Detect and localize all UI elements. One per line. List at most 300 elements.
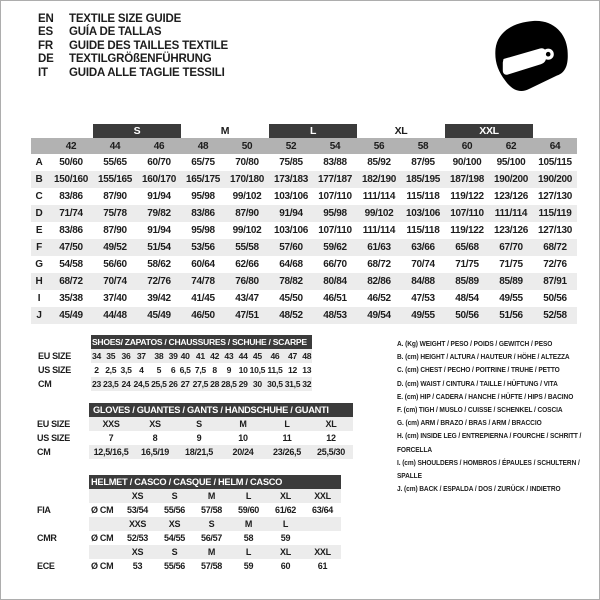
value-cell: 37/40 (103, 293, 127, 304)
value-cell: 79/82 (137, 205, 181, 222)
size-group-l: L (269, 124, 357, 138)
value-cell: 23,5 (102, 379, 119, 389)
value-cell: 61/62 (274, 505, 297, 515)
textile-size-table (31, 124, 577, 324)
shoes-table-title: SHOES/ ZAPATOS / CHAUSSURES / SCHUHE / SCARPE (91, 335, 312, 349)
helmet-size-table (37, 475, 341, 573)
legend-item: C. (cm) CHEST / PECHO / POITRINE / TRUHE / PETTO (397, 365, 560, 375)
value-cell: 72/76 (137, 273, 181, 290)
value-cell: 105/115 (538, 157, 572, 168)
value-cell: 4 (139, 365, 144, 375)
value-cell: 42 (210, 351, 220, 361)
value-cell: 57/60 (269, 239, 313, 256)
value-cell: 150/160 (49, 171, 93, 188)
value-cell: 25,5 (151, 379, 167, 389)
value-cell: 5 (156, 365, 162, 375)
value-cell: 55/56 (163, 561, 186, 571)
value-cell: 11,5 (267, 365, 283, 375)
value-cell: 127/130 (537, 191, 573, 202)
legend-item: H. (cm) INSIDE LEG / ENTREPIERNA / FOURCHE / SCHRITT / FORCELLA (397, 431, 582, 454)
measurement-row (31, 256, 577, 273)
row-label-cell: US SIZE (37, 363, 91, 377)
value-cell: 51/56 (489, 307, 533, 324)
value-cell: 57/58 (200, 561, 223, 571)
value-cell: 70/80 (235, 157, 259, 168)
row-label-cell: EU SIZE (37, 417, 89, 431)
value-cell: 63/66 (401, 239, 445, 256)
value-cell: 27,5 (192, 379, 209, 389)
numeric-size-cell: 46 (137, 138, 181, 154)
value-cell: M (193, 489, 230, 503)
value-cell: 28,5 (221, 379, 237, 389)
value-cell: 3,5 (120, 365, 132, 375)
value-cell: 48 (302, 351, 312, 361)
size-group-xxl: XXL (445, 124, 533, 138)
row-letter-cell: J (31, 307, 49, 324)
value-cell: M (193, 545, 230, 559)
value-cell: 48/52 (269, 307, 313, 324)
value-cell: 54/58 (59, 259, 83, 270)
value-cell: 60 (280, 561, 291, 571)
row-label-cell: ECE (37, 559, 89, 573)
value-cell: 71/75 (499, 259, 523, 270)
value-cell: 41/45 (191, 293, 215, 304)
value-cell: 82/86 (357, 273, 401, 290)
language-row (38, 13, 228, 26)
value-cell: 36 (120, 349, 133, 363)
language-title: GUIDA ALLE TAGLIE TESSILI (69, 66, 225, 79)
value-cell: 35/38 (59, 293, 83, 304)
value-cell: XL (309, 417, 353, 431)
value-cell: 68/72 (533, 239, 577, 256)
table-row (37, 489, 341, 503)
value-cell: 2,5 (105, 365, 117, 375)
value-cell: 119/122 (450, 191, 484, 202)
value-cell: 30,5 (267, 379, 283, 389)
row-label-cell (37, 517, 89, 531)
value-cell: 7,5 (194, 365, 206, 375)
value-cell: 107/110 (318, 225, 352, 236)
value-cell: 66/70 (323, 259, 347, 270)
table-row (37, 517, 341, 531)
value-cell: 28 (210, 379, 220, 389)
language-title: TEXTILGRÖßENFÜHRUNG (69, 53, 212, 66)
value-cell: 61 (317, 561, 328, 571)
value-cell: 87/90 (103, 225, 127, 236)
value-cell: 62/66 (235, 259, 259, 270)
value-cell: 75/78 (93, 205, 137, 222)
value-cell: 72/76 (543, 259, 567, 270)
value-cell: 20/24 (221, 445, 265, 459)
value-cell: 51/54 (137, 239, 181, 256)
value-cell: 44/48 (93, 307, 137, 324)
value-cell: 83/88 (323, 157, 347, 168)
table-row (37, 377, 312, 391)
value-cell: XL (267, 489, 304, 503)
value-cell: 43 (220, 349, 238, 363)
value-cell: 52/58 (533, 307, 577, 324)
value-cell: 65/68 (445, 239, 489, 256)
value-cell: 34 (92, 351, 101, 361)
value-cell: 95/98 (191, 225, 215, 236)
language-code: DE (38, 53, 54, 66)
table-row (37, 431, 353, 445)
row-label-cell: CM (37, 377, 91, 391)
gloves-size-section (37, 403, 353, 459)
value-cell: XXL (304, 489, 341, 503)
value-cell: 115/119 (533, 205, 577, 222)
value-cell: 23/26,5 (265, 445, 309, 459)
value-cell: 91/94 (147, 225, 171, 236)
value-cell: 10 (238, 365, 248, 375)
table-row (37, 363, 312, 377)
language-code: ES (38, 26, 53, 39)
language-title: GUÍA DE TALLAS (69, 26, 162, 39)
value-cell: 85/92 (367, 157, 391, 168)
value-cell: 18/21,5 (177, 445, 221, 459)
value-cell: 43/47 (235, 293, 259, 304)
value-cell: 12 (287, 365, 297, 375)
value-cell: 24 (120, 377, 133, 391)
value-cell: 190/200 (533, 171, 577, 188)
value-cell: S (156, 489, 193, 503)
value-cell: 53/54 (126, 505, 149, 515)
value-cell: 99/102 (357, 205, 401, 222)
value-cell: 170/180 (225, 171, 269, 188)
table-row (37, 417, 353, 431)
value-cell: 25,5/30 (309, 445, 353, 459)
value-cell: 78/82 (269, 273, 313, 290)
value-cell: 187/198 (445, 171, 489, 188)
value-cell: 65/75 (191, 157, 215, 168)
value-cell: 60/70 (147, 157, 171, 168)
value-cell: 71/75 (455, 259, 479, 270)
value-cell: 123/126 (493, 191, 529, 202)
value-cell: 165/175 (181, 171, 225, 188)
row-letter-cell: A (35, 157, 43, 168)
value-cell: XS (119, 489, 156, 503)
value-cell: 46 (266, 349, 284, 363)
value-cell: M (230, 517, 267, 531)
value-cell: 95/98 (313, 205, 357, 222)
value-cell: Ø CM (91, 533, 114, 543)
value-cell: 63/64 (311, 505, 334, 515)
measurement-row (31, 239, 577, 256)
value-cell: 45/49 (49, 307, 93, 324)
measurement-row (31, 290, 577, 307)
row-letter-cell: F (31, 239, 49, 256)
row-label-cell: FIA (37, 503, 89, 517)
value-cell: 47/51 (225, 307, 269, 324)
corner-cell (31, 138, 49, 154)
value-cell (304, 531, 341, 545)
value-cell: 107/110 (445, 205, 489, 222)
language-title: TEXTILE SIZE GUIDE (69, 13, 182, 25)
value-cell: 87/90 (225, 205, 269, 222)
value-cell: 9 (196, 433, 202, 443)
size-group-xl: XL (394, 125, 408, 137)
value-cell: 85/89 (445, 273, 489, 290)
value-cell: 49/52 (93, 239, 137, 256)
value-cell: 55/65 (103, 157, 127, 168)
value-cell: 56/60 (103, 259, 127, 270)
gloves-size-table (37, 403, 353, 459)
value-cell: Ø CM (91, 561, 114, 571)
value-cell: 26 (168, 379, 178, 389)
value-cell: 83/86 (59, 225, 83, 236)
value-cell: 49/55 (499, 293, 523, 304)
value-cell: 74/78 (181, 273, 225, 290)
value-cell: 48/54 (455, 293, 479, 304)
value-cell: 59/62 (313, 239, 357, 256)
helmet-size-section (37, 475, 341, 573)
shoes-size-table (37, 335, 312, 391)
value-cell: 155/165 (93, 171, 137, 188)
value-cell: 87/90 (103, 191, 127, 202)
numeric-size-cell: 64 (533, 138, 577, 154)
language-row (38, 26, 228, 39)
legend-item: D. (cm) WAIST / CINTURA / TAILLE / HÜFTUNG / VITA (397, 378, 558, 388)
helmet-icon (491, 15, 571, 97)
value-cell: 91/94 (269, 205, 313, 222)
value-cell: 13 (302, 365, 312, 375)
legend-item: B. (cm) HEIGHT / ALTURA / HAUTEUR / HÖHE / ALTEZZA (397, 352, 570, 362)
numeric-size-cell: 62 (489, 138, 533, 154)
row-letter-cell: I (37, 293, 41, 304)
value-cell: 46/50 (181, 307, 225, 324)
value-cell: 54/55 (163, 533, 186, 543)
value-cell: M (221, 417, 265, 431)
value-cell: 99/102 (232, 225, 262, 236)
measurement-row (31, 154, 577, 171)
value-cell: 59 (243, 561, 254, 571)
size-group-m: M (220, 125, 230, 137)
row-label-cell (37, 545, 89, 559)
language-row (38, 40, 228, 53)
value-cell: 49/55 (401, 307, 445, 324)
value-cell: 103/106 (273, 225, 309, 236)
table-row (37, 559, 341, 573)
value-cell: 49/54 (357, 307, 401, 324)
row-letter-cell: D (31, 205, 49, 222)
value-cell: 50/60 (59, 157, 83, 168)
value-cell: 67/70 (489, 239, 533, 256)
value-cell: 12 (326, 433, 336, 443)
row-label-cell (37, 475, 89, 489)
table-row (37, 503, 341, 517)
value-cell: 185/195 (401, 171, 445, 188)
value-cell: 83/86 (181, 205, 225, 222)
value-cell: 115/118 (406, 225, 440, 236)
value-cell: 76/80 (225, 273, 269, 290)
value-cell: 127/130 (537, 225, 573, 236)
value-cell: 53/56 (181, 239, 225, 256)
value-cell: XXS (119, 517, 156, 531)
value-cell: 46/51 (323, 293, 347, 304)
value-cell: 38 (150, 349, 168, 363)
row-label-cell (37, 403, 89, 417)
language-title-list (38, 13, 228, 80)
row-letter-cell: C (35, 191, 43, 202)
value-cell: 95/100 (496, 157, 526, 168)
value-cell: 123/126 (493, 225, 529, 236)
row-label-cell: CM (37, 445, 89, 459)
value-cell: 60/64 (191, 259, 215, 270)
numeric-size-cell: 56 (357, 138, 401, 154)
value-cell: 7 (108, 433, 114, 443)
value-cell: L (230, 545, 267, 559)
value-cell: 70/74 (411, 259, 435, 270)
value-cell: XXL (304, 545, 341, 559)
value-cell: 91/94 (147, 191, 171, 202)
value-cell: 182/190 (357, 171, 401, 188)
value-cell: 103/106 (273, 191, 309, 202)
value-cell: 99/102 (232, 191, 262, 202)
value-cell: 40 (179, 349, 192, 363)
value-cell: 35 (102, 349, 120, 363)
row-label-cell: US SIZE (37, 431, 89, 445)
value-cell: 59/60 (237, 505, 260, 515)
language-code: IT (38, 66, 48, 79)
language-code: EN (38, 13, 54, 25)
value-cell: 58/62 (147, 259, 171, 270)
value-cell: 84/88 (401, 273, 445, 290)
table-row (37, 445, 353, 459)
row-label-cell (37, 489, 89, 503)
row-label-cell: CMR (37, 531, 89, 545)
measurement-row (31, 171, 577, 188)
measurement-legend (397, 337, 593, 495)
numeric-size-cell: 42 (49, 138, 93, 154)
value-cell (89, 517, 119, 531)
value-cell: 47/50 (49, 239, 93, 256)
numeric-size-cell: 44 (93, 138, 137, 154)
language-title: GUIDE DES TAILLES TEXTILE (69, 39, 228, 52)
value-cell: 45/50 (279, 293, 303, 304)
measurement-row (31, 273, 577, 290)
value-cell: 111/114 (362, 191, 396, 202)
value-cell: Ø CM (91, 505, 114, 515)
value-cell: 10 (238, 433, 248, 443)
value-cell (89, 545, 119, 559)
value-cell: 70/74 (93, 273, 137, 290)
value-cell: 6 (170, 365, 176, 375)
value-cell: 68/72 (367, 259, 391, 270)
value-cell: 83/86 (59, 191, 83, 202)
shoes-size-section (37, 335, 312, 391)
value-cell: 2 (94, 365, 99, 375)
helmet-table-title: HELMET / CASCO / CASQUE / HELM / CASCO (89, 475, 341, 489)
measurement-row (31, 222, 577, 239)
table-row (37, 545, 341, 559)
row-letter-cell: G (35, 259, 43, 270)
value-cell: 9 (226, 365, 232, 375)
table-row (37, 531, 341, 545)
legend-item: F. (cm) TIGH / MUSLO / CUISSE / SCHENKEL / COSCIA (397, 405, 563, 415)
value-cell: 57/58 (200, 505, 223, 515)
value-cell: 47/53 (411, 293, 435, 304)
value-cell: 41 (192, 349, 210, 363)
measurement-row (31, 205, 577, 222)
numeric-size-cell: 60 (445, 138, 489, 154)
numeric-size-cell: 48 (181, 138, 225, 154)
legend-item: G. (cm) ARM / BRAZO / BRAS / ARM / BRACCIO (397, 418, 542, 428)
value-cell: 115/118 (406, 191, 440, 202)
value-cell: 87/95 (411, 157, 435, 168)
value-cell: 52/53 (126, 533, 149, 543)
value-cell: 55/56 (163, 505, 186, 515)
value-cell: 45/49 (137, 307, 181, 324)
value-cell: 87/91 (533, 273, 577, 290)
value-cell: 8 (152, 433, 158, 443)
value-cell: 48/53 (313, 307, 357, 324)
legend-item: J. (cm) BACK / ESPALDA / DOS / ZURÜCK / INDIETRO (397, 484, 561, 494)
value-cell: 30 (249, 377, 267, 391)
row-label-cell (37, 335, 91, 349)
value-cell: 32 (302, 379, 312, 389)
value-cell: 111/114 (489, 205, 533, 222)
value-cell: 6,5 (179, 365, 191, 375)
value-cell: 56/57 (200, 533, 223, 543)
value-cell (304, 517, 341, 531)
value-cell: 90/100 (452, 157, 482, 168)
value-cell: 47 (284, 349, 302, 363)
value-cell: 190/200 (489, 171, 533, 188)
value-cell: 53 (132, 561, 143, 571)
value-cell: 11 (282, 433, 292, 443)
value-cell: 16,5/19 (133, 445, 177, 459)
value-cell (89, 489, 119, 503)
value-cell: L (267, 517, 304, 531)
measurement-row (31, 307, 577, 324)
value-cell: 111/114 (362, 225, 396, 236)
legend-item: I. (cm) SHOULDERS / HOMBROS / ÉPAULES / SCHULTERN / SPALLE (397, 457, 580, 481)
value-cell: 71/74 (49, 205, 93, 222)
value-cell: 61/63 (357, 239, 401, 256)
value-cell: 39 (168, 351, 178, 361)
value-cell: 55/58 (225, 239, 269, 256)
value-cell: 46/52 (367, 293, 391, 304)
value-cell: 80/84 (313, 273, 357, 290)
value-cell: 177/187 (313, 171, 357, 188)
value-cell: 50/56 (543, 293, 567, 304)
value-cell: 39/42 (147, 293, 171, 304)
numeric-size-cell: 50 (225, 138, 269, 154)
value-cell: L (265, 417, 309, 431)
value-cell: 10,5 (249, 365, 266, 375)
value-cell: 103/106 (401, 205, 445, 222)
legend-item: E. (cm) HIP / CADERA / HANCHE / HÜFTE / HIPS / BACINO (397, 391, 574, 401)
value-cell: 68/72 (49, 273, 93, 290)
value-cell: 44 (238, 351, 248, 361)
value-cell: S (177, 417, 221, 431)
value-cell: XS (133, 417, 177, 431)
gloves-table-title: GLOVES / GUANTES / GANTS / HANDSCHUHE / GUANTI (89, 403, 353, 417)
value-cell: S (156, 545, 193, 559)
row-letter-cell: H (31, 273, 49, 290)
value-cell: XXS (89, 417, 133, 431)
value-cell: 64/68 (279, 259, 303, 270)
numeric-size-cell: 54 (313, 138, 357, 154)
row-letter-cell: B (31, 171, 49, 188)
value-cell: 8 (212, 365, 217, 375)
legend-item: A. (Kg) WEIGHT / PESO / POIDS / GEWITCH / PESO (397, 339, 553, 348)
value-cell: 50/56 (445, 307, 489, 324)
size-group-spacer (31, 124, 93, 138)
value-cell: XS (156, 517, 193, 531)
value-cell: 160/170 (137, 171, 181, 188)
value-cell: 85/89 (489, 273, 533, 290)
